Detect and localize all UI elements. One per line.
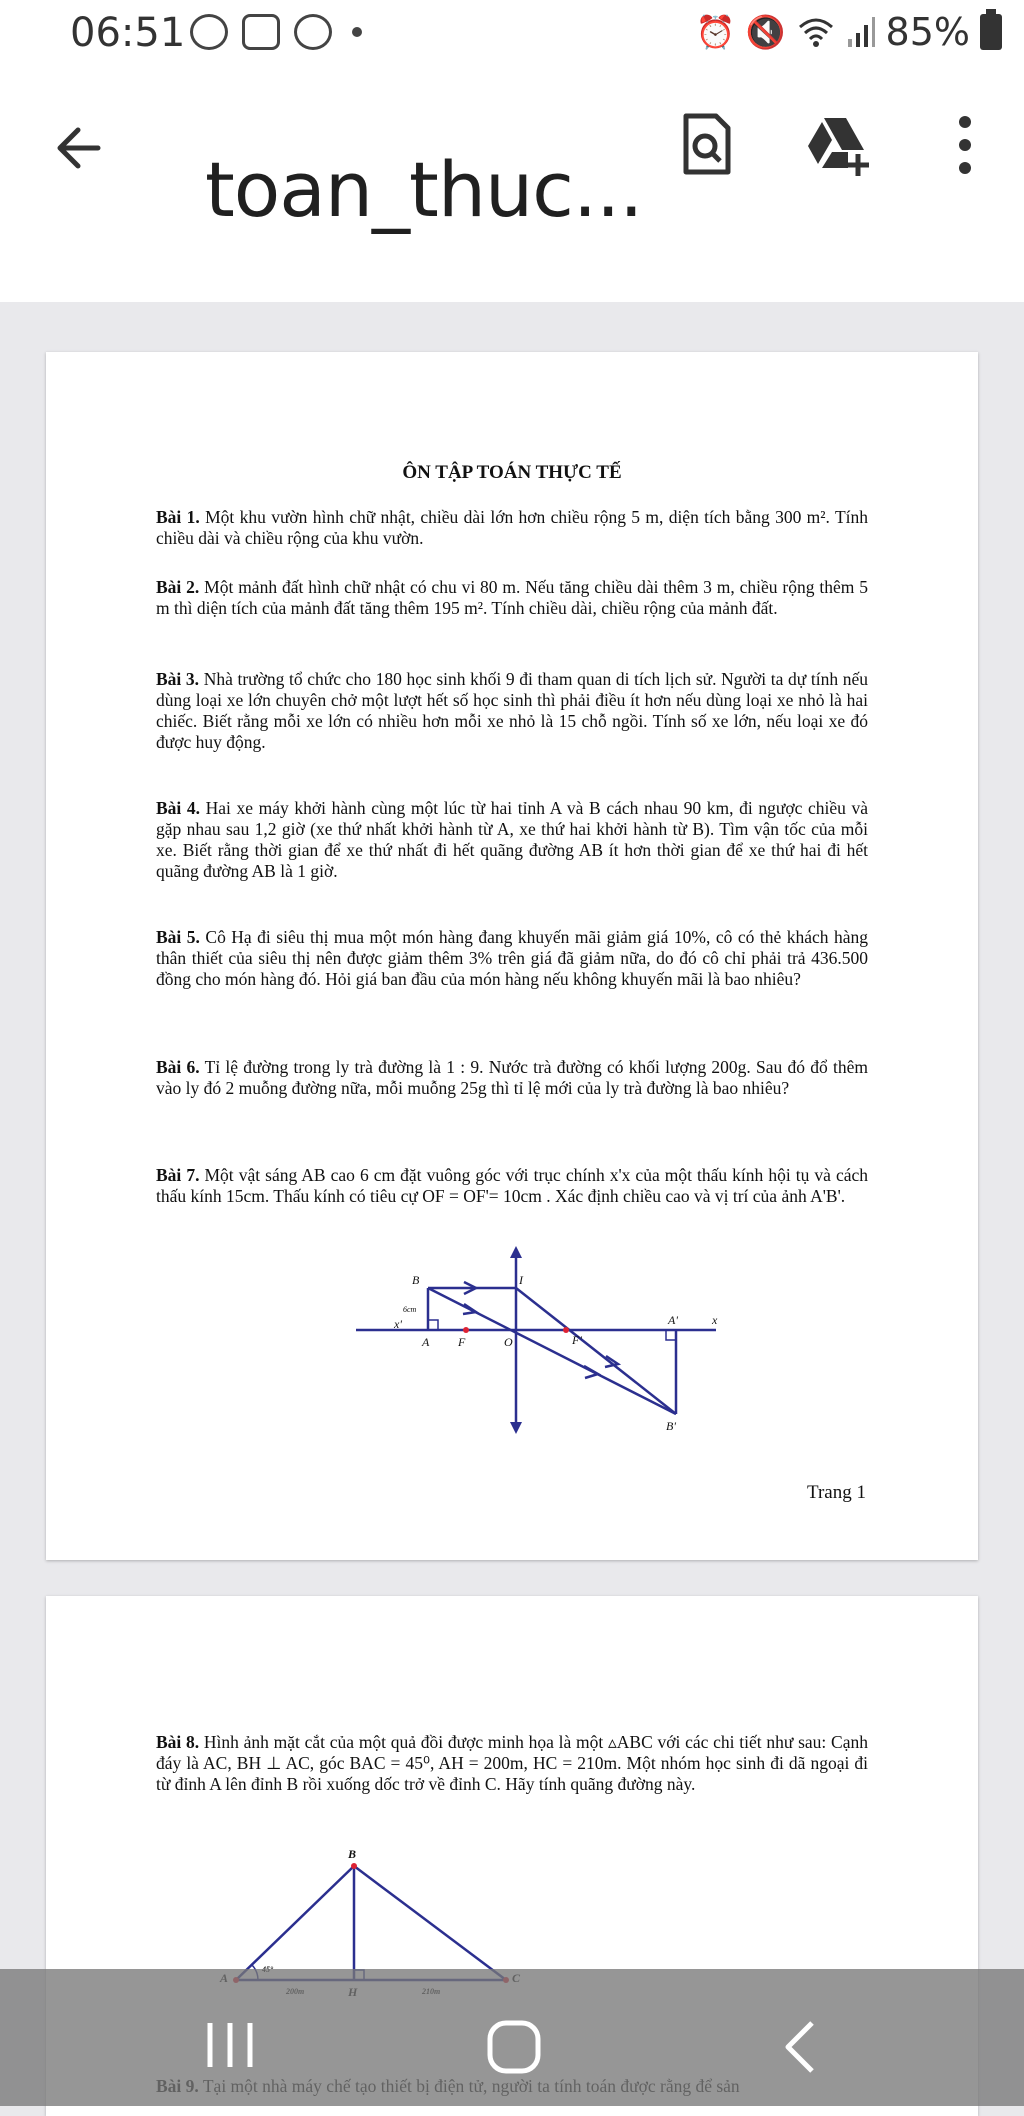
page-number: Trang 1 <box>807 1482 866 1503</box>
alarm-icon: ⏰ <box>695 13 736 51</box>
lens-diagram <box>336 1230 736 1440</box>
notification-icons <box>190 14 362 50</box>
back-icon[interactable] <box>50 118 110 178</box>
navigation-bar <box>0 1969 1024 2106</box>
back-nav-icon[interactable] <box>780 2017 820 2077</box>
side-ab <box>236 1866 354 1980</box>
mute-icon: 🔇 <box>745 13 786 51</box>
more-options-icon[interactable] <box>930 110 1000 180</box>
exercise-5: Bài 5. Cô Hạ đi siêu thị mua một món hàng đang khuyến mãi giảm giá 10%, cô có thẻ khách hàng thân thiết của siêu thị nên được giảm thêm 3% trên giá đã giảm nữa, do đó cô chỉ phải trả 436.500 đồng cho món hàng đó. Hỏi giá ban đầu của món hàng nếu không khuyến mãi là bao nhiêu? <box>156 927 868 989</box>
label-x-prime: x' <box>394 1317 402 1331</box>
wifi-icon <box>796 15 836 49</box>
label-f-prime: F' <box>572 1333 582 1347</box>
document-page-1 <box>46 352 978 1560</box>
lens-bottom-arrow <box>510 1422 522 1434</box>
app-bar <box>0 70 1024 302</box>
exercise-7: Bài 7. Một vật sáng AB cao 6 cm đặt vuông góc với trục chính x'x của một thấu kính hội tụ và cách thấu kính 15cm. Thấu kính có tiêu cự OF = OF'= 10cm . Xác định chiều cao và vị trí của ảnh A'B'. <box>156 1165 868 1206</box>
exercise-4: Bài 4. Hai xe máy khởi hành cùng một lúc từ hai tỉnh A và B cách nhau 90 km, đi ngược chiều và gặp nhau sau 1,2 giờ (xe thứ nhất khởi hành từ A, xe thứ hai khởi hành từ B). Tìm vận tốc của mỗi xe. Biết rằng thời gian để xe thứ nhất đi hết quãng đường AB ít hơn thời gian để xe thứ hai đi hết quãng đường AB là 1 giờ. <box>156 798 868 881</box>
side-bc <box>354 1866 506 1980</box>
label-a: A <box>422 1335 430 1349</box>
label-b-prime: B' <box>666 1419 676 1433</box>
document-heading: ÔN TẬP TOÁN THỰC TẾ <box>402 462 622 483</box>
exercise-1: Bài 1. Một khu vườn hình chữ nhật, chiều dài lớn hơn chiều rộng 5 m, diện tích bằng 300 m². Tính chiều dài và chiều rộng của khu vườn. <box>156 507 868 548</box>
ray-arrow-3 <box>605 1356 618 1367</box>
messenger-icon <box>190 14 228 50</box>
signal-icon <box>846 15 876 49</box>
label-6cm: 6cm <box>403 1305 417 1314</box>
viber-icon <box>294 14 332 50</box>
ray-through-focus <box>516 1288 676 1414</box>
point-b <box>351 1863 357 1869</box>
exercise-6: Bài 6. Tỉ lệ đường trong ly trà đường là 1 : 9. Nước trà đường có khối lượng 200g. Sau đó đổ thêm vào ly đó 2 muỗng đường nữa, mỗi muỗng 25g thì tỉ lệ mới của ly trà đường là bao nhiêu? <box>156 1057 868 1098</box>
right-angle-a <box>428 1320 438 1330</box>
label-i: I <box>519 1273 523 1287</box>
home-icon[interactable] <box>484 2017 544 2077</box>
ray-arrow-2 <box>463 1304 476 1314</box>
ray-through-center <box>428 1288 676 1414</box>
exercise-3: Bài 3. Nhà trường tổ chức cho 180 học sinh khối 9 đi tham quan di tích lịch sử. Người ta dự tính nếu dùng loại xe lớn chuyên chở một lượt hết số học sinh thì phải điều ít hơn nếu dùng loại xe nhỏ là hai chiếc. Biết rằng mỗi xe lớn có nhiều hơn mỗi xe nhỏ là 15 chỗ ngồi. Tính số xe lớn, nếu loại xe đó được huy động. <box>156 669 868 752</box>
exercise-8: Bài 8. Hình ảnh mặt cắt của một quả đồi được minh họa là một ▵ABC với các chi tiết như sau: Cạnh đáy là AC, BH ⊥ AC, góc BAC = 45⁰, AH = 200m, HC = 210m. Một nhóm học sinh đi dã ngoại đi từ đỉnh A lên đỉnh B rồi xuống dốc trở về đỉnh C. Hãy tính quãng đường này. <box>156 1732 868 1794</box>
document-title: toan_thuc... <box>205 145 643 234</box>
label-f: F <box>458 1335 466 1349</box>
status-time: 06:51 <box>70 10 186 56</box>
label-a-prime: A' <box>668 1313 678 1327</box>
search-document-icon[interactable] <box>672 110 742 180</box>
system-icons <box>696 10 1002 54</box>
right-angle-a-prime <box>666 1330 676 1340</box>
focus-f-point <box>463 1327 469 1333</box>
label-b: B <box>412 1273 420 1287</box>
recent-apps-icon[interactable] <box>200 2017 260 2073</box>
exercise-2: Bài 2. Một mảnh đất hình chữ nhật có chu vi 80 m. Nếu tăng chiều dài thêm 3 m, chiều rộng thêm 5 m thì diện tích của mảnh đất tăng thêm 195 m². Tính chiều dài, chiều rộng của mảnh đất. <box>156 577 868 618</box>
status-bar <box>0 0 1024 70</box>
battery-icon <box>980 14 1002 50</box>
label-o: O <box>504 1335 513 1349</box>
lens-top-arrow <box>510 1246 522 1258</box>
dot-icon <box>352 27 362 37</box>
focus-f-prime-point <box>563 1327 569 1333</box>
tri-label-b: B <box>348 1847 357 1861</box>
battery-percent: 85% <box>885 10 970 54</box>
add-to-drive-icon[interactable] <box>802 110 872 180</box>
label-x: x <box>712 1313 718 1327</box>
hy-icon <box>242 14 280 50</box>
